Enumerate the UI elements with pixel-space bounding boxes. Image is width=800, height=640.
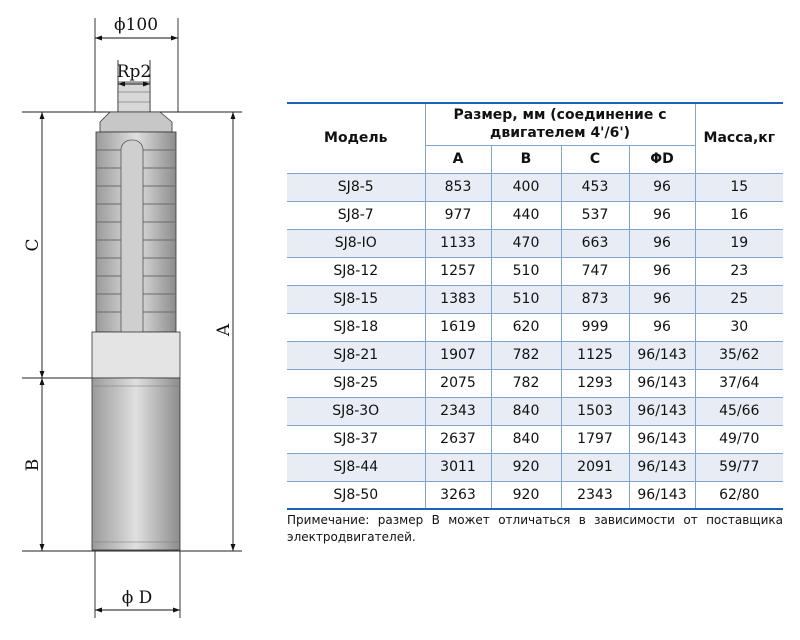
cell-d: 96/143 <box>629 397 695 425</box>
cell-model: SJ8-21 <box>287 341 425 369</box>
header-mass: Масса,кг <box>695 103 783 173</box>
table-row <box>287 341 783 369</box>
cell-b: 470 <box>491 229 561 257</box>
cell-a: 2075 <box>425 369 491 397</box>
cell-model: SJ8-7 <box>287 201 425 229</box>
table-row <box>287 229 783 257</box>
cell-c: 1293 <box>561 369 629 397</box>
table-row <box>287 201 783 229</box>
table-row <box>287 313 783 341</box>
cell-a: 3011 <box>425 453 491 481</box>
cell-d: 96/143 <box>629 425 695 453</box>
cell-d: 96/143 <box>629 481 695 509</box>
cell-b: 920 <box>491 481 561 509</box>
cell-model: SJ8-25 <box>287 369 425 397</box>
cell-c: 747 <box>561 257 629 285</box>
cell-d: 96 <box>629 201 695 229</box>
cell-model: SJ8-37 <box>287 425 425 453</box>
cell-b: 920 <box>491 453 561 481</box>
cell-model: SJ8-3O <box>287 397 425 425</box>
cell-mass: 30 <box>695 313 783 341</box>
cell-b: 782 <box>491 341 561 369</box>
subheader-a: A <box>425 145 491 173</box>
cell-c: 663 <box>561 229 629 257</box>
spec-table <box>287 102 783 510</box>
cell-b: 782 <box>491 369 561 397</box>
cell-a: 853 <box>425 173 491 201</box>
cell-d: 96/143 <box>629 369 695 397</box>
cell-c: 1125 <box>561 341 629 369</box>
cell-d: 96 <box>629 313 695 341</box>
cell-model: SJ8-18 <box>287 313 425 341</box>
cell-mass: 25 <box>695 285 783 313</box>
cell-a: 3263 <box>425 481 491 509</box>
cell-d: 96/143 <box>629 453 695 481</box>
cell-d: 96 <box>629 257 695 285</box>
cell-a: 1383 <box>425 285 491 313</box>
dim-label-phi100: ϕ100 <box>113 15 159 35</box>
dim-label-rp2: Rp2 <box>116 62 152 82</box>
table-row <box>287 453 783 481</box>
cell-a: 2637 <box>425 425 491 453</box>
table-row <box>287 481 783 509</box>
cell-d: 96 <box>629 173 695 201</box>
table-row <box>287 257 783 285</box>
cell-a: 2343 <box>425 397 491 425</box>
cell-a: 1133 <box>425 229 491 257</box>
cell-mass: 49/70 <box>695 425 783 453</box>
cell-c: 999 <box>561 313 629 341</box>
table-row <box>287 369 783 397</box>
cell-b: 440 <box>491 201 561 229</box>
table-row <box>287 397 783 425</box>
cell-model: SJ8-15 <box>287 285 425 313</box>
cell-c: 1503 <box>561 397 629 425</box>
footnote: Примечание: размер B может отличаться в зависимости от поставщика электродвигателей. <box>287 513 783 544</box>
header-model: Модель <box>287 103 425 173</box>
cell-b: 510 <box>491 285 561 313</box>
subheader-b: B <box>491 145 561 173</box>
cell-c: 537 <box>561 201 629 229</box>
cell-b: 510 <box>491 257 561 285</box>
cell-d: 96/143 <box>629 341 695 369</box>
cell-mass: 23 <box>695 257 783 285</box>
cell-d: 96 <box>629 285 695 313</box>
pump-body <box>92 82 180 550</box>
cell-a: 1257 <box>425 257 491 285</box>
dim-label-a: A <box>214 323 234 337</box>
table-row <box>287 425 783 453</box>
table-row <box>287 285 783 313</box>
cell-b: 840 <box>491 425 561 453</box>
cell-c: 453 <box>561 173 629 201</box>
cell-model: SJ8-12 <box>287 257 425 285</box>
cell-model: SJ8-IO <box>287 229 425 257</box>
cell-c: 1797 <box>561 425 629 453</box>
cell-model: SJ8-5 <box>287 173 425 201</box>
cell-b: 620 <box>491 313 561 341</box>
cell-mass: 62/80 <box>695 481 783 509</box>
cell-mass: 35/62 <box>695 341 783 369</box>
table-row <box>287 173 783 201</box>
pump-dimension-drawing <box>0 0 290 640</box>
cell-mass: 16 <box>695 201 783 229</box>
cell-c: 873 <box>561 285 629 313</box>
subheader-d: ΦD <box>629 145 695 173</box>
cell-mass: 45/66 <box>695 397 783 425</box>
cell-b: 400 <box>491 173 561 201</box>
cell-mass: 37/64 <box>695 369 783 397</box>
cell-d: 96 <box>629 229 695 257</box>
dim-label-phid: ϕ D <box>121 588 153 608</box>
cell-mass: 59/77 <box>695 453 783 481</box>
cell-mass: 15 <box>695 173 783 201</box>
cell-a: 977 <box>425 201 491 229</box>
dim-label-b: B <box>23 458 43 472</box>
cell-b: 840 <box>491 397 561 425</box>
subheader-c: C <box>561 145 629 173</box>
cell-a: 1907 <box>425 341 491 369</box>
header-size: Размер, мм (соединение с двигателем 4'/6') <box>425 103 695 145</box>
cell-mass: 19 <box>695 229 783 257</box>
cell-a: 1619 <box>425 313 491 341</box>
dim-label-c: C <box>23 238 43 252</box>
cell-model: SJ8-50 <box>287 481 425 509</box>
cell-c: 2343 <box>561 481 629 509</box>
cell-c: 2091 <box>561 453 629 481</box>
cell-model: SJ8-44 <box>287 453 425 481</box>
